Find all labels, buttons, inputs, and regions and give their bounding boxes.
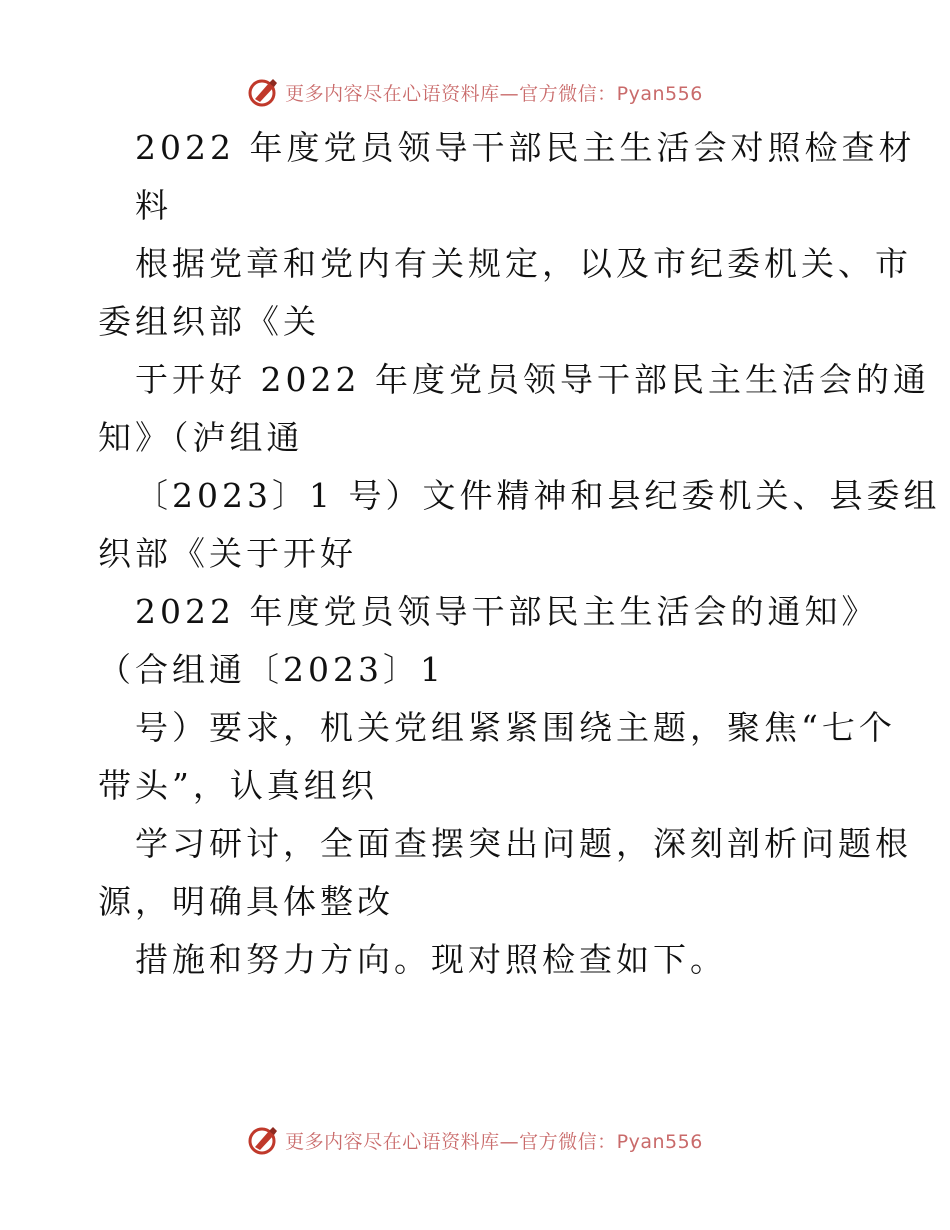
text-line: 2022 年度党员领导干部民主生活会对照检查材	[135, 128, 916, 167]
text-line: 料	[135, 186, 172, 225]
watermark-text: 更多内容尽在心语资料库—官方微信：Pyan556	[285, 82, 703, 105]
text-line: 号）要求，机关党组紧紧围绕主题，聚焦“七个	[135, 708, 896, 747]
text-line: 学习研讨，全面查摆突出问题，深刻剖析问题根	[135, 824, 912, 863]
pen-logo-icon	[247, 1123, 281, 1157]
watermark-text: 更多内容尽在心语资料库—官方微信：Pyan556	[285, 1130, 703, 1153]
text-line: 〔2023〕1 号）文件精神和县纪委机关、县委组	[135, 476, 941, 515]
header-watermark	[0, 72, 950, 112]
text-line: 措施和努力方向。现对照检查如下。	[135, 940, 727, 979]
text-line: 源，明确具体整改	[98, 882, 394, 921]
text-line: 带头”，认真组织	[98, 766, 378, 805]
pen-logo-icon	[247, 75, 281, 109]
text-line: 2022 年度党员领导干部民主生活会的通知》	[135, 592, 879, 631]
text-line: 委组织部《关	[98, 302, 320, 341]
footer-watermark	[0, 1120, 950, 1160]
text-line: 于开好 2022 年度党员领导干部民主生活会的通	[135, 360, 930, 399]
text-line: 根据党章和党内有关规定，以及市纪委机关、市	[135, 244, 912, 283]
text-line: 织部《关于开好	[98, 534, 357, 573]
text-line: （合组通〔2023〕1	[98, 650, 445, 689]
text-line: 知》（泸组通	[98, 418, 304, 457]
